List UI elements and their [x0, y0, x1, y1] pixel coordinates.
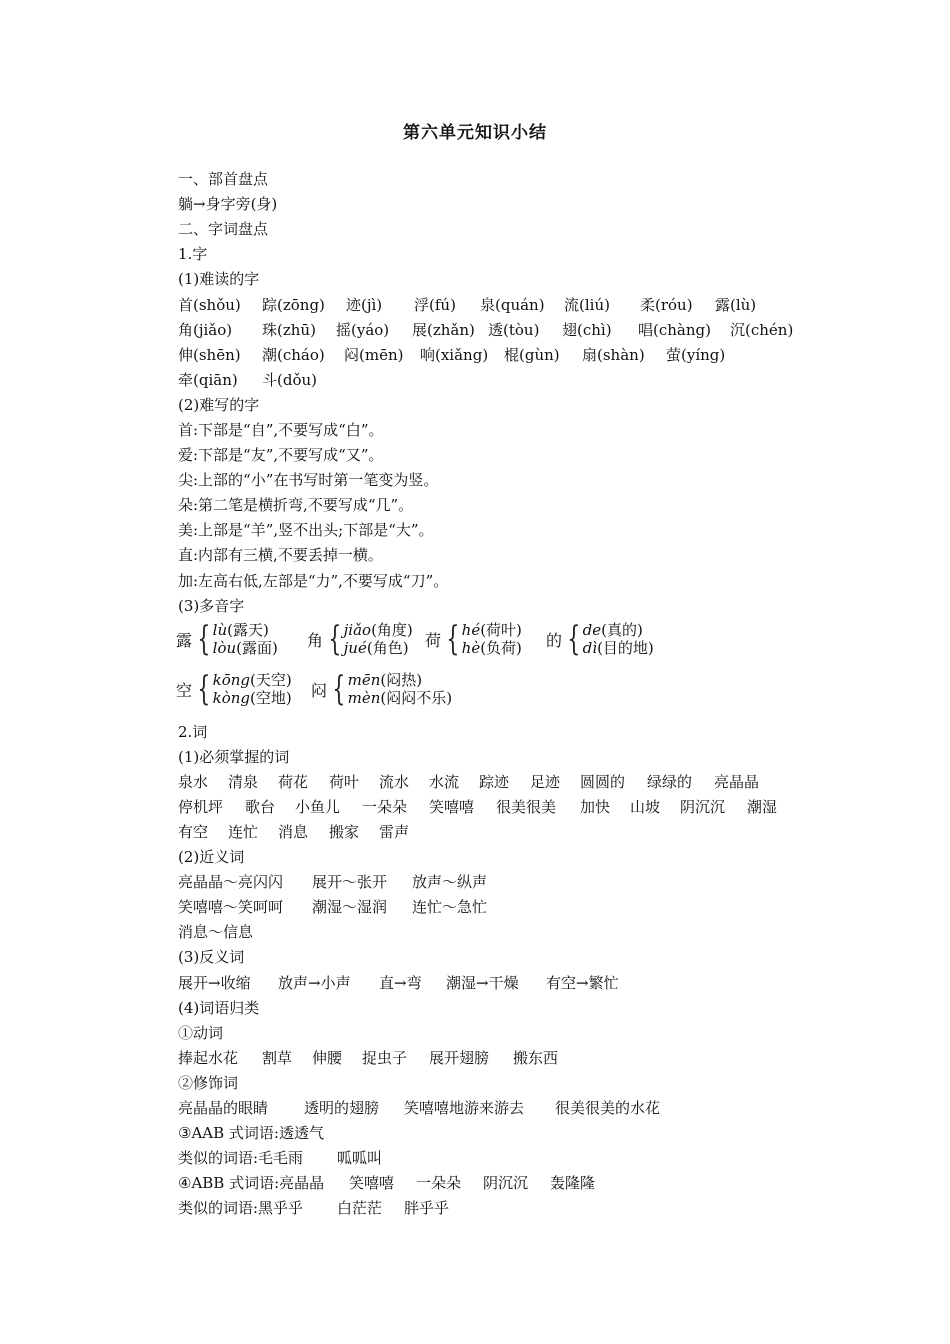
pinyin-item: 透(tòu)	[488, 321, 540, 339]
pinyin-item: 唱(chàng)	[638, 321, 711, 339]
word-item: 割草	[262, 1049, 293, 1067]
polyphone-pinyin: jué	[343, 639, 367, 657]
synonym-pair: 展开～张开	[312, 873, 388, 891]
word-item: 流水	[379, 773, 410, 791]
polyphone-word: (真的)	[601, 621, 643, 639]
word-item: 阴沉沉	[483, 1174, 529, 1192]
polyphone-char: 角	[307, 630, 324, 650]
word-item: 类似的词语:毛毛雨	[178, 1149, 304, 1167]
word-item: 圆圆的	[580, 773, 626, 791]
word-item: 一朵朵	[362, 798, 408, 816]
synonym-pair: 消息～信息	[178, 923, 254, 941]
word-item: 雷声	[379, 823, 410, 841]
word-item: 荷叶	[329, 773, 360, 791]
brace-icon: {	[446, 619, 460, 659]
radical-line: 躺→身字旁(身)	[178, 195, 278, 213]
polyphone-char: 空	[176, 680, 193, 700]
polyphone-word: (角度)	[371, 621, 413, 639]
word-item: 伸腰	[312, 1049, 343, 1067]
word-item: 搬家	[329, 823, 360, 841]
polyphone-pinyin: mēn	[347, 671, 381, 689]
word-item: 一朵朵	[416, 1174, 462, 1192]
pinyin-item: 伸(shēn)	[178, 346, 241, 364]
brace-icon: {	[197, 619, 211, 659]
word-item: 加快	[580, 798, 611, 816]
pinyin-item: 珠(zhū)	[262, 321, 316, 339]
pinyin-item: 摇(yáo)	[336, 321, 390, 339]
classify-heading: (4)词语归类	[178, 999, 260, 1017]
pinyin-item: 萤(yíng)	[666, 346, 726, 364]
pinyin-item: 响(xiǎng)	[420, 346, 489, 364]
word-item: 亮晶晶	[714, 773, 760, 791]
hard-write-line: 首:下部是“自”,不要写成“白”。	[178, 421, 384, 439]
polyphone-group	[307, 621, 413, 657]
word-item: 消息	[278, 823, 309, 841]
word-item: 山坡	[630, 798, 661, 816]
polyphone-pinyin: jiǎo	[343, 621, 372, 639]
pinyin-item: 踪(zōng)	[262, 296, 325, 314]
word-item: 踪迹	[479, 773, 510, 791]
synonym-pair: 连忙～急忙	[412, 898, 488, 916]
antonyms-heading: (3)反义词	[178, 948, 245, 966]
word-item: 捉虫子	[362, 1049, 408, 1067]
pinyin-item: 潮(cháo)	[262, 346, 325, 364]
word-item: 胖乎乎	[404, 1199, 450, 1217]
synonym-pair: 亮晶晶～亮闪闪	[178, 873, 284, 891]
polyphone-group	[176, 621, 278, 657]
synonyms-heading: (2)近义词	[178, 848, 245, 866]
hard-read-heading: (1)难读的字	[178, 270, 260, 288]
polyphone-pinyin: lòu	[212, 639, 237, 657]
pinyin-item: 流(liú)	[564, 296, 610, 314]
pinyin-item: 扇(shàn)	[582, 346, 645, 364]
polyphone-heading: (3)多音字	[178, 597, 245, 615]
hard-write-line: 加:左高右低,左部是“力”,不要写成“刀”。	[178, 572, 449, 590]
modifier-heading: ②修饰词	[178, 1074, 239, 1092]
word-item: 透明的翅膀	[304, 1099, 380, 1117]
pinyin-item: 沉(chén)	[730, 321, 794, 339]
word-item: 荷花	[278, 773, 309, 791]
polyphone-pinyin: kòng	[212, 689, 251, 707]
word-item: 泉水	[178, 773, 209, 791]
brace-icon: {	[197, 669, 211, 709]
word-item: ④ABB 式词语:亮晶晶	[178, 1174, 325, 1192]
polyphone-word: (闷热)	[380, 671, 423, 689]
polyphone-pinyin: lù	[212, 621, 228, 639]
hard-write-line: 朵:第二笔是横折弯,不要写成“几”。	[178, 496, 414, 514]
word-item: 类似的词语:黑乎乎	[178, 1199, 304, 1217]
pinyin-item: 浮(fú)	[414, 296, 456, 314]
antonym-pair: 直→弯	[379, 974, 422, 992]
word-item: 停机坪	[178, 798, 224, 816]
pinyin-item: 棍(gùn)	[504, 346, 560, 364]
aab-line: ③AAB 式词语:透透气	[178, 1124, 324, 1142]
polyphone-char: 露	[176, 630, 193, 650]
word-item: 很美很美	[496, 798, 557, 816]
word-item: 阴沉沉	[680, 798, 726, 816]
word-item: 歌台	[245, 798, 276, 816]
polyphone-word: (露面)	[236, 639, 278, 657]
hard-write-line: 美:上部是“羊”,竖不出头;下部是“大”。	[178, 521, 434, 539]
polyphone-word: (角色)	[366, 639, 409, 657]
polyphone-group	[176, 671, 292, 707]
word-item: 小鱼儿	[295, 798, 341, 816]
pinyin-item: 闷(mēn)	[344, 346, 404, 364]
page-title: 第六单元知识小结	[403, 123, 547, 143]
brace-icon: {	[567, 619, 581, 659]
word-item: 亮晶晶的眼睛	[178, 1099, 269, 1117]
polyphone-group	[425, 621, 522, 657]
polyphone-pinyin: dì	[582, 639, 598, 657]
word-item: 展开翅膀	[429, 1049, 490, 1067]
polyphone-word: (负荷)	[480, 639, 522, 657]
word-item: 有空	[178, 823, 209, 841]
polyphone-pinyin: kōng	[212, 671, 251, 689]
ci-heading: 2.词	[178, 723, 208, 741]
brace-icon: {	[328, 619, 342, 659]
pinyin-item: 柔(róu)	[640, 296, 693, 314]
verb-heading: ①动词	[178, 1024, 224, 1042]
pinyin-item: 角(jiǎo)	[178, 321, 233, 339]
pinyin-item: 翅(chì)	[562, 321, 612, 339]
pinyin-item: 牵(qiān)	[178, 371, 238, 389]
polyphone-pinyin: hé	[461, 621, 481, 639]
word-item: 潮湿	[747, 798, 778, 816]
hard-write-heading: (2)难写的字	[178, 396, 260, 414]
polyphone-word: (闷闷不乐)	[380, 689, 453, 707]
word-item: 笑嘻嘻	[349, 1174, 395, 1192]
polyphone-char: 的	[546, 630, 563, 650]
polyphone-word: (空地)	[250, 689, 292, 707]
polyphone-word: (露天)	[227, 621, 269, 639]
word-item: 搬东西	[513, 1049, 559, 1067]
pinyin-item: 迹(jì)	[346, 296, 383, 314]
section1-heading: 一、部首盘点	[178, 170, 269, 188]
word-item: 水流	[429, 773, 460, 791]
polyphone-pinyin: hè	[461, 639, 481, 657]
hard-write-line: 尖:上部的“小”在书写时第一笔变为竖。	[178, 471, 439, 489]
word-item: 很美很美的水花	[555, 1099, 661, 1117]
word-item: 白茫茫	[337, 1199, 383, 1217]
section2-heading: 二、字词盘点	[178, 220, 269, 238]
word-item: 清泉	[228, 773, 259, 791]
polyphone-char: 闷	[311, 680, 328, 700]
polyphone-group	[546, 621, 654, 657]
word-item: 呱呱叫	[337, 1149, 383, 1167]
polyphone-word: (目的地)	[597, 639, 654, 657]
must-words-heading: (1)必须掌握的词	[178, 748, 290, 766]
brace-icon: {	[332, 669, 346, 709]
pinyin-item: 首(shǒu)	[178, 296, 241, 314]
polyphone-group	[311, 671, 452, 707]
pinyin-item: 斗(dǒu)	[262, 371, 317, 389]
hard-write-line: 直:内部有三横,不要丢掉一横。	[178, 546, 383, 564]
polyphone-pinyin: mèn	[347, 689, 381, 707]
pinyin-item: 露(lù)	[715, 296, 757, 314]
word-item: 连忙	[228, 823, 259, 841]
antonym-pair: 放声→小声	[278, 974, 351, 992]
polyphone-word: (荷叶)	[480, 621, 522, 639]
antonym-pair: 展开→收缩	[178, 974, 251, 992]
zi-heading: 1.字	[178, 245, 208, 263]
polyphone-pinyin: de	[582, 621, 602, 639]
polyphone-char: 荷	[425, 630, 442, 650]
word-item: 笑嘻嘻	[429, 798, 475, 816]
hard-write-line: 爱:下部是“友”,不要写成“又”。	[178, 446, 384, 464]
synonym-pair: 放声～纵声	[412, 873, 488, 891]
word-item: 捧起水花	[178, 1049, 239, 1067]
word-item: 笑嘻嘻地游来游去	[404, 1099, 525, 1117]
word-item: 足迹	[530, 773, 561, 791]
pinyin-item: 展(zhǎn)	[412, 321, 475, 339]
antonym-pair: 潮湿→干燥	[446, 974, 519, 992]
synonym-pair: 笑嘻嘻～笑呵呵	[178, 898, 284, 916]
polyphone-word: (天空)	[250, 671, 292, 689]
word-item: 绿绿的	[647, 773, 693, 791]
antonym-pair: 有空→繁忙	[546, 974, 619, 992]
pinyin-item: 泉(quán)	[480, 296, 545, 314]
word-item: 轰隆隆	[550, 1174, 596, 1192]
synonym-pair: 潮湿～湿润	[312, 898, 388, 916]
